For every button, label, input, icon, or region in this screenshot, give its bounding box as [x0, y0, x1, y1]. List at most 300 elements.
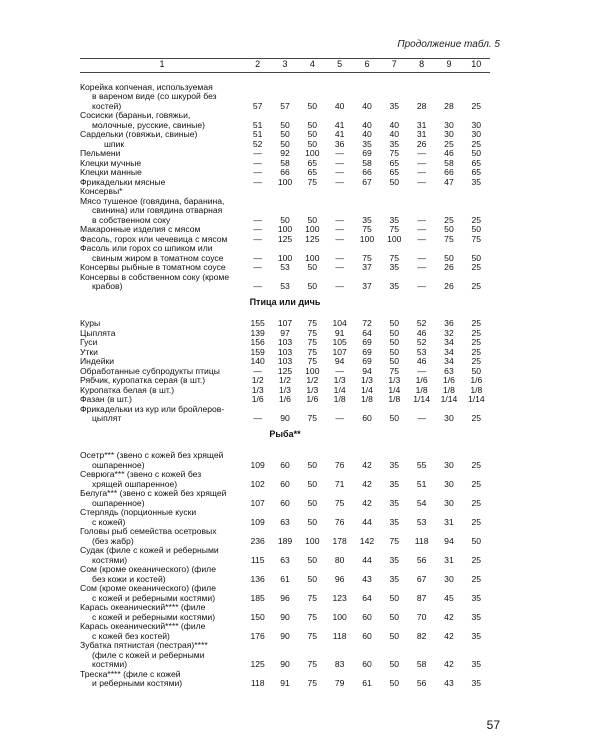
- value-cell: 75: [307, 356, 318, 366]
- value-cell: 64: [362, 327, 372, 338]
- value-cell: 71: [334, 478, 345, 489]
- value-cell: 1/14: [413, 394, 430, 404]
- value-cell: 1/6: [306, 394, 319, 404]
- product-name-line: Мясо тушеное (говядина, баранина,: [80, 195, 225, 206]
- value-cell: 25: [471, 337, 482, 347]
- value-cell: —: [253, 214, 262, 225]
- product-name-line: Карась океанический**** (филе: [80, 602, 206, 612]
- value-cell: 25: [471, 138, 482, 149]
- value-cell: 69: [362, 337, 372, 347]
- value-cell: 82: [416, 630, 427, 641]
- value-cell: 72: [362, 318, 372, 328]
- value-cell: 45: [444, 592, 454, 603]
- value-cell: 54: [416, 497, 427, 508]
- value-cell: 43: [362, 573, 372, 584]
- value-cell: 75: [307, 659, 318, 669]
- value-cell: 60: [362, 659, 372, 669]
- product-name-line: с кожей): [92, 516, 126, 527]
- value-cell: 50: [307, 478, 318, 489]
- value-cell: 25: [471, 356, 482, 366]
- value-cell: —: [417, 281, 426, 291]
- value-cell: 35: [389, 100, 400, 111]
- product-name-line: Рябчик, куропатка серая (в шт.): [80, 375, 206, 385]
- value-cell: 159: [250, 346, 265, 357]
- product-name-line: Макаронные изделия с мясом: [80, 224, 201, 234]
- value-cell: 35: [389, 281, 400, 291]
- continuation-caption: Продолжение табл. 5: [397, 39, 500, 50]
- value-cell: 31: [444, 516, 454, 527]
- value-cell: 35: [389, 554, 400, 565]
- value-cell: 65: [307, 157, 318, 168]
- value-cell: 1/3: [251, 384, 264, 395]
- value-cell: 35: [471, 176, 482, 187]
- table-row: [80, 273, 490, 292]
- value-cell: 109: [250, 516, 265, 527]
- value-cell: 96: [280, 592, 290, 603]
- value-cell: —: [253, 233, 262, 244]
- value-cell: 156: [250, 337, 265, 347]
- value-cell: 1/6: [251, 394, 264, 404]
- value-cell: 189: [277, 535, 293, 546]
- value-cell: 40: [334, 100, 345, 111]
- value-cell: 55: [416, 459, 427, 470]
- table-row: [80, 451, 490, 470]
- value-cell: 35: [362, 138, 372, 149]
- value-cell: 100: [332, 611, 347, 622]
- table-row: [80, 565, 490, 584]
- value-cell: 35: [471, 630, 482, 641]
- value-cell: —: [253, 148, 262, 158]
- value-cell: 30: [444, 119, 454, 130]
- value-cell: 67: [362, 176, 372, 187]
- value-cell: 63: [280, 516, 290, 527]
- value-cell: 34: [444, 346, 454, 357]
- value-cell: 25: [471, 318, 482, 328]
- value-cell: [244, 187, 271, 197]
- value-cell: 75: [444, 233, 454, 244]
- value-cell: 75: [307, 327, 318, 338]
- value-cell: 44: [362, 516, 372, 527]
- value-cell: 46: [416, 356, 427, 366]
- value-cell: —: [335, 262, 344, 272]
- value-cell: —: [335, 148, 344, 158]
- value-cell: [435, 187, 462, 197]
- product-name-line: (филе с кожей и реберными: [92, 649, 205, 660]
- value-cell: 1/8: [333, 394, 346, 404]
- value-cell: 61: [362, 678, 372, 688]
- value-cell: 53: [416, 516, 427, 527]
- value-cell: 136: [250, 573, 265, 584]
- value-cell: 25: [471, 497, 482, 508]
- product-name-line: молочные, русские, свиные): [92, 119, 205, 130]
- value-cell: 25: [471, 327, 482, 338]
- value-cell: 1/4: [361, 384, 373, 395]
- value-cell: 50: [307, 281, 318, 291]
- value-cell: 28: [416, 100, 427, 111]
- value-cell: —: [253, 262, 262, 272]
- value-cell: 1/3: [279, 384, 291, 395]
- value-cell: 69: [362, 346, 372, 357]
- value-cell: 25: [471, 459, 482, 470]
- value-cell: 65: [307, 167, 318, 177]
- product-name-line: свиным жиром в томатном соусе: [92, 252, 224, 263]
- value-cell: 100: [277, 176, 293, 187]
- table-row: [80, 508, 490, 527]
- product-name-cell: [80, 197, 244, 226]
- value-cell: 103: [277, 337, 293, 347]
- product-name-cell: [80, 244, 244, 263]
- value-cell: —: [253, 413, 262, 423]
- value-cell: 1/2: [306, 375, 319, 385]
- value-cell: 1/3: [306, 384, 319, 395]
- product-name-line: хрящей ошпаренное): [92, 478, 178, 489]
- value-cell: 35: [389, 497, 400, 508]
- value-cell: 63: [444, 365, 454, 376]
- product-name-line: Гуси: [80, 337, 98, 347]
- value-cell: 66: [362, 167, 372, 177]
- value-cell: 25: [471, 573, 482, 584]
- product-name-line: Стерлядь (порционные куски: [80, 507, 197, 517]
- product-name-cell: [80, 329, 244, 339]
- value-cell: —: [417, 167, 426, 177]
- product-name-line: Утки: [80, 346, 98, 357]
- value-cell: 50: [307, 214, 318, 225]
- value-cell: 65: [389, 157, 400, 168]
- product-name-line: ошпаренное): [92, 459, 145, 470]
- value-cell: 50: [389, 413, 400, 423]
- value-cell: —: [335, 233, 344, 244]
- value-cell: 40: [389, 119, 400, 130]
- value-cell: 41: [334, 119, 345, 130]
- value-cell: 1/4: [388, 384, 401, 395]
- value-cell: 40: [362, 119, 372, 130]
- value-cell: 30: [444, 413, 454, 423]
- product-name-line: Треска**** (филе с кожей: [80, 668, 181, 679]
- product-name-line: и реберными костями): [92, 678, 183, 688]
- value-cell: 53: [416, 346, 427, 357]
- value-cell: 50: [471, 535, 482, 546]
- product-name-line: Осетр*** (звено с кожей без хрящей: [80, 450, 224, 460]
- value-cell: 50: [307, 459, 318, 470]
- product-name-cell: [80, 546, 244, 565]
- value-cell: 123: [332, 592, 347, 603]
- value-cell: 70: [416, 611, 427, 622]
- product-name-line: Фасоль или горох со шпиком или: [80, 243, 213, 253]
- value-cell: —: [417, 233, 426, 244]
- value-cell: 91: [334, 327, 345, 338]
- value-cell: 50: [471, 148, 482, 158]
- value-cell: —: [335, 281, 344, 291]
- value-cell: —: [417, 224, 426, 234]
- table-row: [80, 641, 490, 670]
- value-cell: 75: [389, 365, 400, 376]
- value-cell: 25: [471, 478, 482, 489]
- value-cell: 35: [389, 516, 400, 527]
- value-cell: 1/8: [361, 394, 373, 404]
- product-name-line: Головы рыб семейства осетровых: [80, 526, 217, 536]
- product-name-cell: [80, 565, 244, 584]
- table-body: [80, 72, 490, 689]
- table-row: [80, 584, 490, 603]
- value-cell: [353, 187, 380, 197]
- value-cell: —: [335, 176, 344, 187]
- column-header: 9: [435, 59, 462, 73]
- value-cell: 25: [471, 413, 482, 423]
- product-name-cell: [80, 670, 244, 689]
- table-row: [80, 244, 490, 263]
- value-cell: 75: [307, 176, 318, 187]
- column-header: 1: [80, 59, 244, 73]
- value-cell: 58: [362, 157, 372, 168]
- value-cell: —: [253, 157, 262, 168]
- value-cell: 57: [252, 100, 263, 111]
- product-name-line: Консервы*: [80, 186, 123, 196]
- value-cell: 125: [250, 659, 265, 669]
- value-cell: 109: [250, 459, 265, 470]
- table-row: [80, 470, 490, 489]
- value-cell: 75: [307, 630, 318, 641]
- value-cell: 102: [250, 478, 265, 489]
- page-number: 57: [486, 718, 500, 732]
- value-cell: 26: [444, 281, 454, 291]
- value-cell: 50: [307, 119, 318, 130]
- value-cell: 142: [359, 535, 375, 546]
- value-cell: 118: [414, 535, 429, 546]
- value-cell: 100: [359, 233, 375, 244]
- value-cell: —: [417, 413, 426, 423]
- product-name-line: Фрикадельки из кур или бройлеров-: [80, 403, 225, 414]
- value-cell: 75: [389, 224, 400, 234]
- product-name-cell: [80, 508, 244, 527]
- value-cell: 35: [389, 138, 400, 149]
- value-cell: 37: [362, 281, 372, 291]
- value-cell: 155: [250, 318, 265, 328]
- value-cell: —: [335, 413, 344, 423]
- value-cell: 65: [389, 167, 400, 177]
- value-cell: 1/6: [442, 375, 455, 385]
- value-cell: 107: [277, 318, 293, 328]
- value-cell: 1/6: [279, 394, 291, 404]
- value-cell: 80: [334, 554, 345, 565]
- product-name-line: Зубатка пятнистая (пестрая)****: [80, 640, 208, 650]
- value-cell: 41: [334, 129, 345, 139]
- value-cell: 35: [471, 611, 482, 622]
- value-cell: 58: [444, 157, 454, 168]
- value-cell: 44: [362, 554, 372, 565]
- value-cell: 94: [444, 535, 454, 546]
- value-cell: [271, 187, 298, 197]
- value-cell: 25: [471, 281, 482, 291]
- value-cell: 50: [307, 100, 318, 111]
- value-cell: 50: [280, 138, 290, 149]
- value-cell: 36: [444, 318, 454, 328]
- value-cell: 30: [444, 459, 454, 470]
- value-cell: —: [417, 262, 426, 272]
- section-heading-row: [80, 292, 490, 320]
- product-name-line: Сосиски (бараньи, говяжьи,: [80, 110, 191, 120]
- value-cell: 51: [252, 119, 263, 130]
- product-name-line: Консервы в собственном соку (кроме: [80, 271, 230, 282]
- value-cell: 103: [277, 346, 293, 357]
- product-name-line: Сом (кроме океанического) (филе: [80, 564, 216, 574]
- value-cell: 52: [416, 337, 427, 347]
- value-cell: 50: [389, 630, 400, 641]
- value-cell: 26: [444, 262, 454, 272]
- value-cell: 50: [389, 318, 400, 328]
- product-name-line: Обработанные субпродукты птицы: [80, 365, 220, 376]
- column-header: 7: [381, 59, 408, 73]
- value-cell: 65: [471, 157, 482, 168]
- product-name-cell: [80, 273, 244, 292]
- value-cell: 100: [387, 233, 402, 244]
- value-cell: —: [417, 365, 426, 376]
- product-name-line: с кожей без костей): [92, 630, 170, 641]
- value-cell: 100: [277, 224, 293, 234]
- value-cell: 1/2: [251, 375, 264, 385]
- product-name-cell: [80, 622, 244, 641]
- value-cell: —: [335, 365, 344, 376]
- column-header: 5: [326, 59, 353, 73]
- value-cell: 50: [307, 554, 318, 565]
- value-cell: 75: [307, 592, 318, 603]
- value-cell: 107: [332, 346, 347, 357]
- value-cell: —: [335, 167, 344, 177]
- value-cell: 118: [332, 630, 347, 641]
- product-name-line: Сом (кроме океанического) (филе: [80, 583, 216, 593]
- value-cell: 50: [389, 176, 400, 187]
- column-header: 2: [244, 59, 271, 73]
- value-cell: 50: [280, 129, 290, 139]
- value-cell: 75: [389, 148, 400, 158]
- value-cell: [408, 187, 435, 197]
- value-cell: 60: [362, 611, 372, 622]
- product-name-line: Белуга*** (звено с кожей без хрящей: [80, 488, 227, 498]
- nutrition-table: [80, 58, 490, 689]
- value-cell: 31: [416, 129, 427, 139]
- section-heading-row: [80, 424, 490, 452]
- product-name-line: Пельмени: [80, 148, 121, 158]
- value-cell: 1/8: [470, 384, 483, 395]
- value-cell: 100: [305, 148, 320, 158]
- value-cell: 104: [332, 318, 347, 328]
- product-name-cell: [80, 470, 244, 489]
- product-name-line: Индейки: [80, 356, 115, 366]
- value-cell: 75: [307, 337, 318, 347]
- value-cell: 25: [444, 214, 454, 225]
- table-row: [80, 405, 490, 424]
- value-cell: 75: [307, 678, 318, 688]
- product-name-line: в собственном соку: [92, 214, 171, 225]
- value-cell: 1/14: [467, 394, 485, 404]
- value-cell: 50: [280, 119, 290, 130]
- value-cell: 35: [389, 478, 400, 489]
- value-cell: 35: [389, 214, 400, 225]
- product-name-line: Цыплята: [80, 327, 116, 338]
- value-cell: 50: [389, 592, 400, 603]
- value-cell: 50: [389, 356, 400, 366]
- value-cell: 30: [444, 497, 454, 508]
- value-cell: 42: [444, 659, 454, 669]
- value-cell: 37: [362, 262, 372, 272]
- value-cell: 90: [280, 611, 290, 622]
- value-cell: 57: [280, 100, 290, 111]
- product-name-line: Консервы рыбные в томатном соусе: [80, 262, 226, 272]
- product-name-line: Карась океанический**** (филе: [80, 621, 206, 631]
- table-row: [80, 603, 490, 622]
- value-cell: 25: [471, 262, 482, 272]
- value-cell: 40: [389, 129, 400, 139]
- value-cell: 105: [332, 337, 347, 347]
- value-cell: 36: [334, 138, 345, 149]
- value-cell: 69: [362, 148, 372, 158]
- value-cell: 42: [362, 478, 372, 489]
- value-cell: 125: [277, 233, 293, 244]
- value-cell: 30: [444, 573, 454, 584]
- value-cell: 50: [280, 214, 290, 225]
- value-cell: 60: [362, 630, 372, 641]
- spacer-cell: [80, 72, 490, 83]
- product-name-line: Куры: [80, 318, 101, 328]
- value-cell: 125: [277, 365, 293, 376]
- value-cell: 1/14: [440, 394, 458, 404]
- value-cell: 92: [280, 148, 290, 158]
- product-name-cell: [80, 111, 244, 130]
- table-row: [80, 527, 490, 546]
- value-cell: 25: [471, 516, 482, 527]
- value-cell: 1/8: [388, 394, 401, 404]
- value-cell: 46: [416, 327, 427, 338]
- value-cell: 50: [307, 129, 318, 139]
- value-cell: 31: [444, 554, 454, 565]
- value-cell: 25: [471, 554, 482, 565]
- table-row: [80, 670, 490, 689]
- value-cell: 1/3: [333, 375, 346, 385]
- value-cell: [381, 187, 408, 197]
- product-name-line: Фазан (в шт.): [80, 394, 133, 404]
- product-name-cell: [80, 83, 244, 112]
- column-header: 10: [463, 59, 490, 73]
- value-cell: 75: [389, 535, 400, 546]
- value-cell: 50: [389, 611, 400, 622]
- product-name-line: костями): [92, 554, 128, 565]
- value-cell: 56: [416, 554, 427, 565]
- value-cell: 34: [444, 337, 454, 347]
- column-header: 4: [299, 59, 326, 73]
- value-cell: 1/3: [361, 375, 373, 385]
- value-cell: 94: [362, 365, 372, 376]
- value-cell: —: [417, 214, 426, 225]
- value-cell: 1/6: [415, 375, 428, 385]
- value-cell: 140: [250, 356, 265, 366]
- value-cell: 60: [362, 413, 372, 423]
- value-cell: 100: [305, 224, 320, 234]
- value-cell: 35: [471, 659, 482, 669]
- value-cell: 75: [307, 346, 318, 357]
- product-name-line: костей): [92, 100, 122, 111]
- value-cell: 139: [250, 327, 265, 338]
- value-cell: 60: [280, 459, 290, 470]
- value-cell: 42: [444, 611, 454, 622]
- value-cell: —: [253, 224, 262, 234]
- value-cell: 53: [280, 262, 290, 272]
- value-cell: 46: [444, 148, 454, 158]
- value-cell: —: [417, 176, 426, 187]
- value-cell: 60: [280, 478, 290, 489]
- product-name-cell: [80, 527, 244, 546]
- value-cell: 47: [444, 176, 454, 187]
- value-cell: 60: [280, 497, 290, 508]
- value-cell: 69: [362, 356, 372, 366]
